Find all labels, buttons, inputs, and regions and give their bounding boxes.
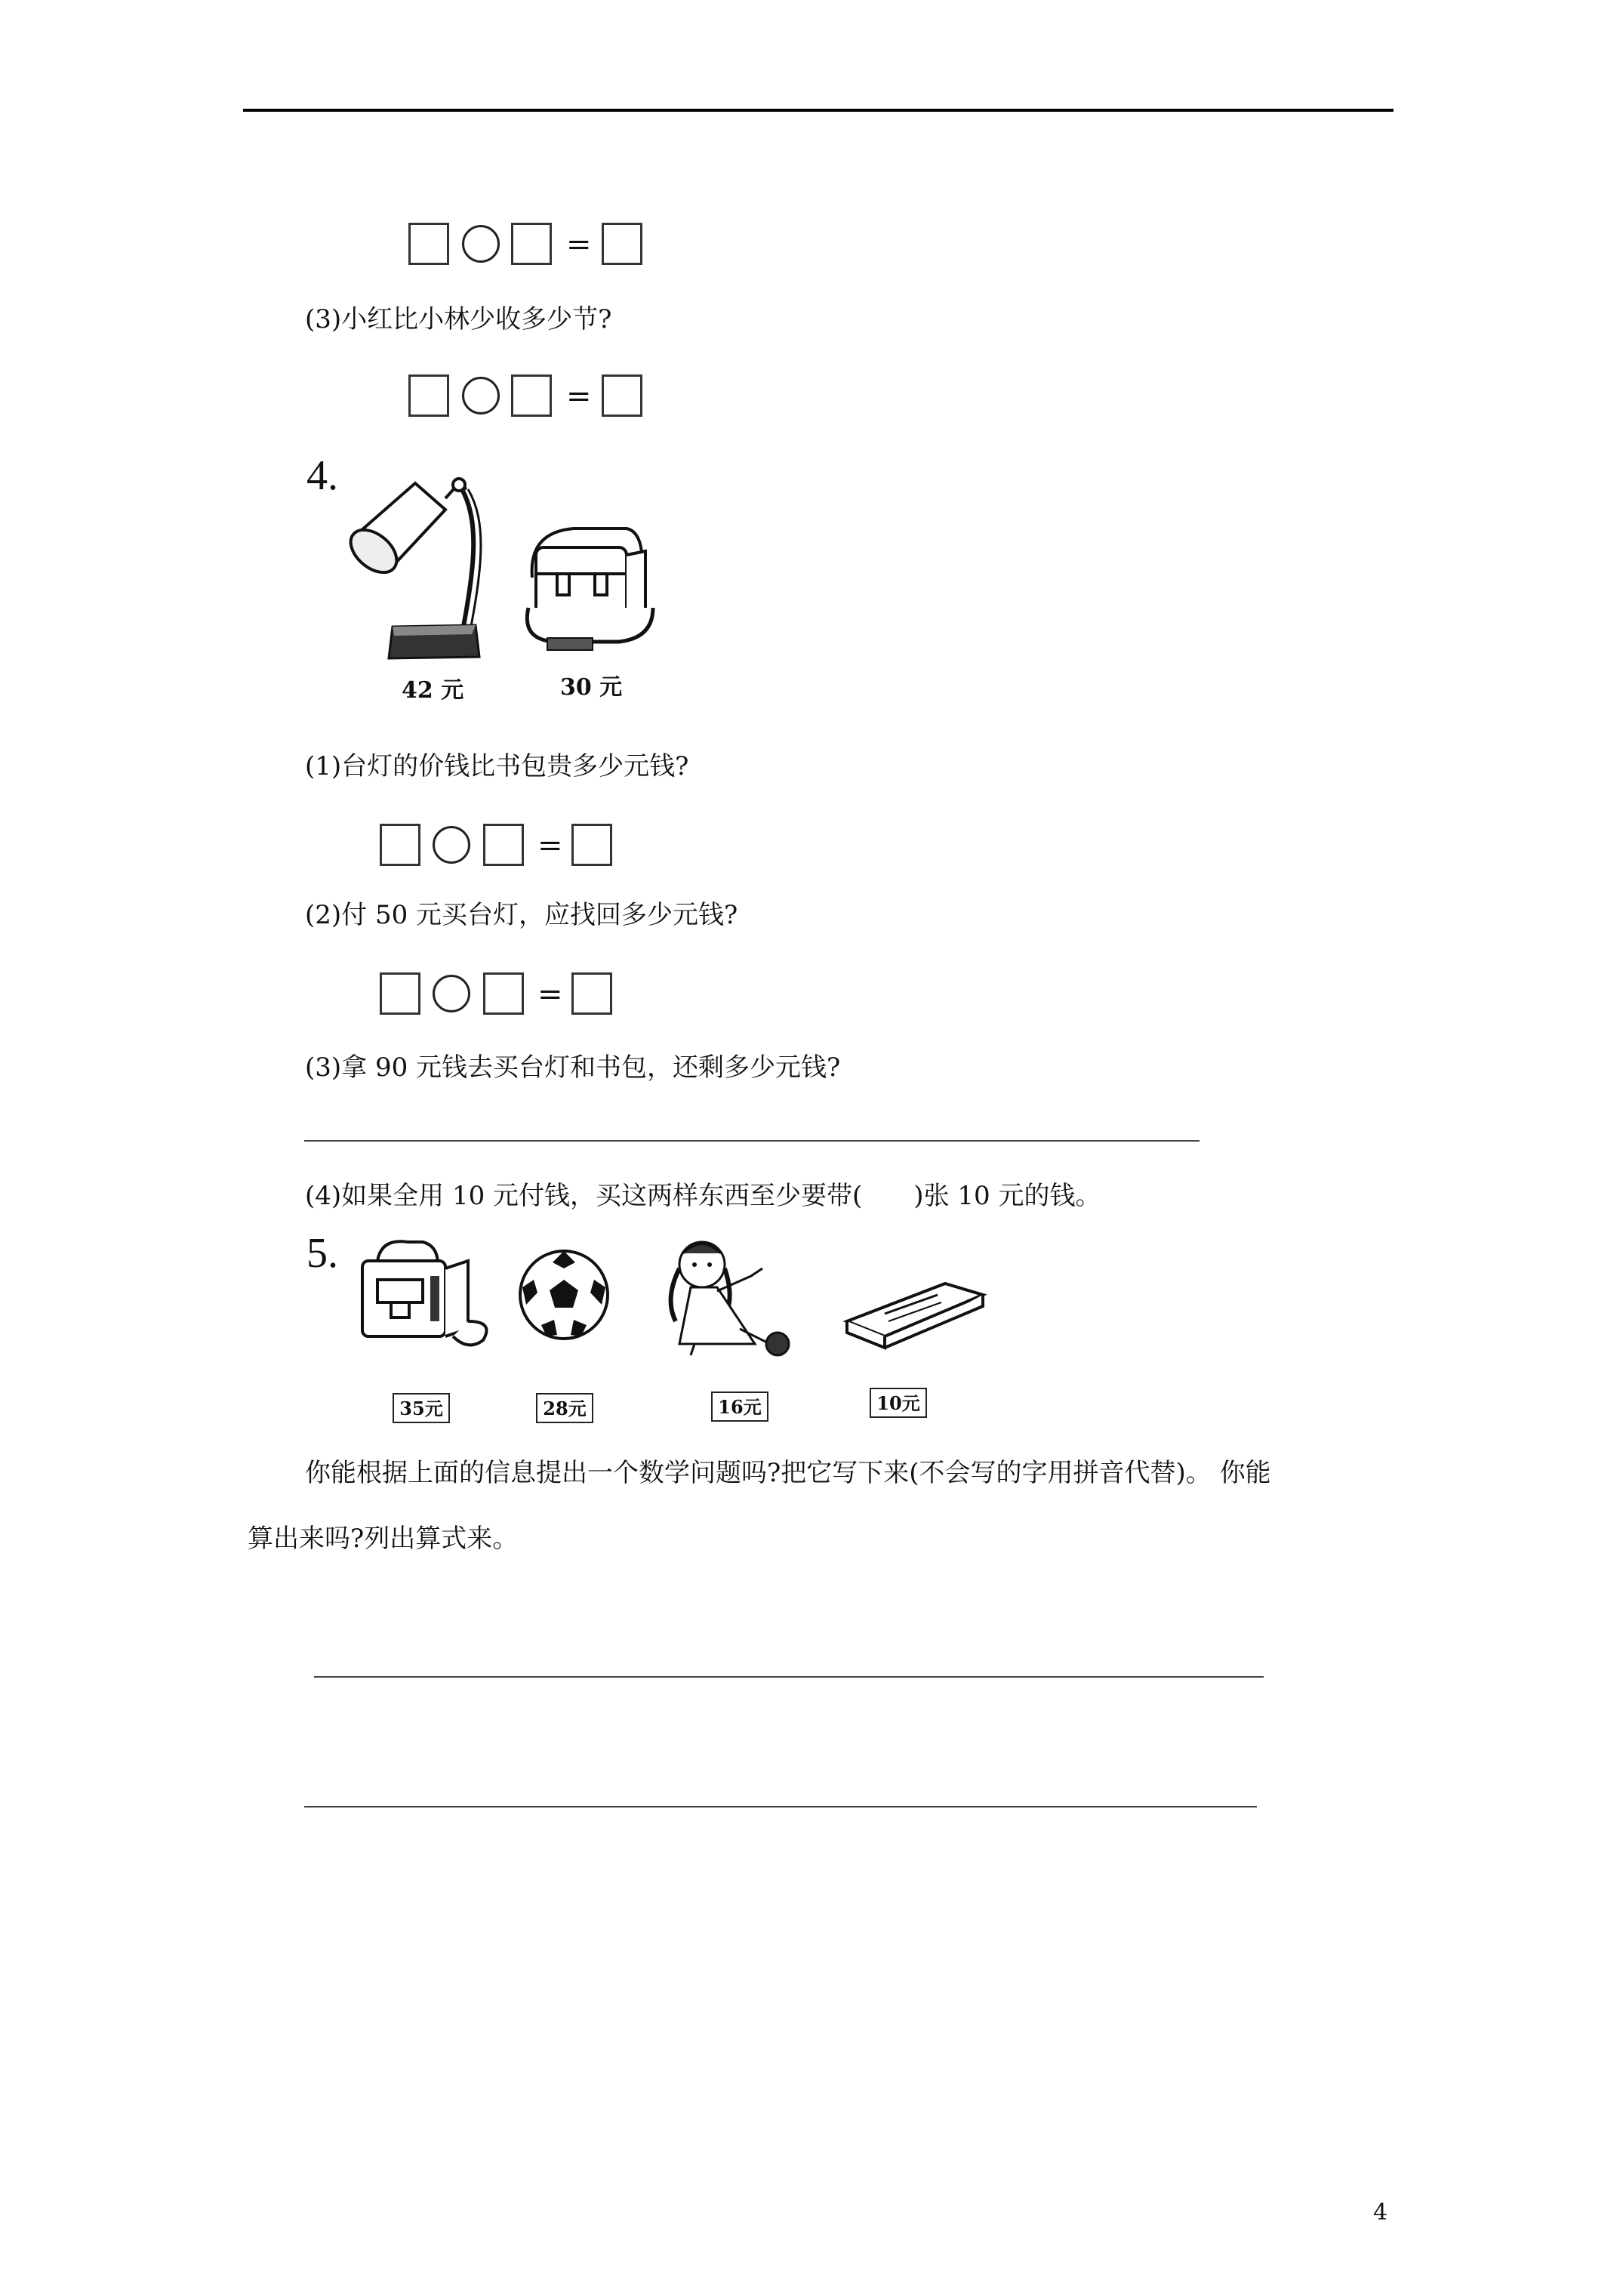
answer-box[interactable] bbox=[408, 374, 449, 417]
lamp-price: 42 元 bbox=[402, 677, 464, 704]
answer-box[interactable] bbox=[380, 972, 420, 1015]
answer-box[interactable] bbox=[511, 374, 552, 417]
operator-circle[interactable] bbox=[433, 975, 470, 1012]
price-tag: 10元 bbox=[870, 1388, 927, 1418]
q3-part3-text: (3)小红比小林少收多少节? bbox=[305, 304, 612, 334]
q4-part3-text: (3)拿 90 元钱去买台灯和书包，还剩多少元钱? bbox=[305, 1052, 841, 1083]
equals-sign: = bbox=[537, 977, 563, 1012]
q5-prompt-line2: 算出来吗?列出算式来。 bbox=[248, 1524, 519, 1554]
answer-box[interactable] bbox=[571, 972, 612, 1015]
q5-prompt-line1: 你能根据上面的信息提出一个数学问题吗?把它写下来(不会写的字用拼音代替)。 你能 bbox=[305, 1458, 1271, 1488]
q4-part4-text: (4)如果全用 10 元付钱，买这两样东西至少要带( )张 10 元的钱。 bbox=[305, 1181, 1101, 1211]
equals-sign: = bbox=[566, 227, 592, 262]
answer-line[interactable] bbox=[304, 1140, 1200, 1142]
equals-sign: = bbox=[537, 828, 563, 863]
price-tag: 28元 bbox=[536, 1393, 593, 1423]
schoolbag-icon bbox=[513, 517, 664, 668]
football-icon bbox=[515, 1246, 613, 1344]
book-icon bbox=[839, 1261, 990, 1351]
operator-circle[interactable] bbox=[462, 225, 500, 263]
backpack-icon bbox=[347, 1238, 498, 1351]
answer-box[interactable] bbox=[483, 824, 524, 866]
answer-box[interactable] bbox=[380, 824, 420, 866]
answer-box[interactable] bbox=[571, 824, 612, 866]
answer-box[interactable] bbox=[483, 972, 524, 1015]
question-number: 5. bbox=[306, 1230, 338, 1277]
answer-box[interactable] bbox=[602, 374, 642, 417]
schoolbag-price: 30 元 bbox=[560, 674, 623, 701]
page-number: 4 bbox=[1373, 2199, 1388, 2226]
answer-box[interactable] bbox=[408, 223, 449, 265]
price-tag: 16元 bbox=[711, 1391, 768, 1422]
operator-circle[interactable] bbox=[433, 826, 470, 864]
q4-part2-text: (2)付 50 元买台灯，应找回多少元钱? bbox=[305, 900, 738, 930]
answer-box[interactable] bbox=[602, 223, 642, 265]
desk-lamp-icon bbox=[332, 453, 498, 664]
question-number: 4. bbox=[306, 452, 338, 499]
q4-part1-text: (1)台灯的价钱比书包贵多少元钱? bbox=[305, 751, 689, 781]
doll-icon bbox=[649, 1231, 830, 1359]
answer-box[interactable] bbox=[511, 223, 552, 265]
price-tag: 35元 bbox=[393, 1393, 450, 1423]
operator-circle[interactable] bbox=[462, 377, 500, 415]
answer-line[interactable] bbox=[304, 1806, 1257, 1808]
header-rule bbox=[243, 109, 1394, 112]
equals-sign: = bbox=[566, 379, 592, 414]
answer-line[interactable] bbox=[314, 1676, 1264, 1678]
